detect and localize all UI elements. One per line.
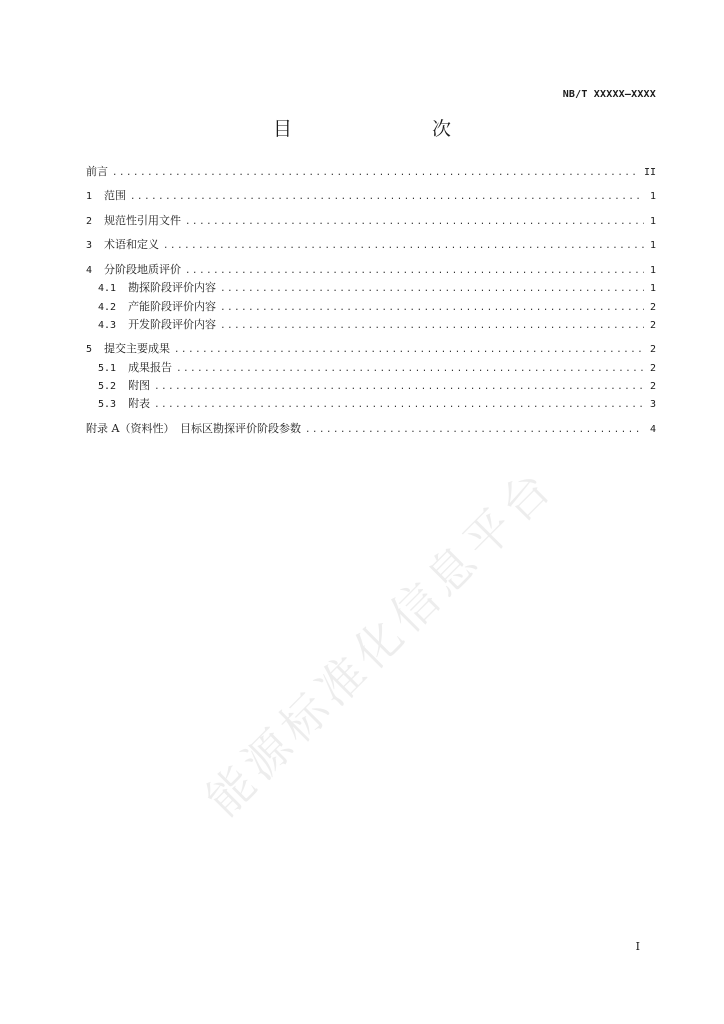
toc-leader-dots (130, 188, 644, 206)
toc-label: 范围 (104, 189, 127, 203)
toc-leader-dots (185, 262, 644, 280)
toc-leader-dots (176, 360, 644, 378)
toc-page-number: 1 (649, 215, 656, 227)
watermark: 能源标准化信息平台 (195, 457, 565, 827)
toc-entry-4-3[interactable] (86, 316, 656, 334)
toc-label: 附录 A（资料性） 目标区勘探评价阶段参数 (86, 421, 301, 435)
toc-label: 术语和定义 (104, 238, 160, 252)
toc-page-number: 1 (649, 191, 656, 203)
toc-leader-dots (220, 299, 644, 317)
toc-page-number: II (643, 167, 656, 178)
toc-entry-5-1[interactable] (86, 359, 656, 377)
toc-number: 4 (86, 264, 93, 276)
toc-leader-dots (154, 378, 644, 396)
toc-number: 4.3 (98, 319, 117, 331)
toc-leader-dots (185, 213, 644, 231)
toc-number: 1 (86, 191, 93, 203)
toc-number: 3 (86, 240, 93, 252)
toc-label: 附表 (128, 397, 151, 411)
toc-label: 前言 (86, 165, 108, 178)
toc-label: 规范性引用文件 (104, 213, 182, 227)
toc-entry-foreword[interactable] (86, 163, 656, 181)
toc-entry-1[interactable] (86, 187, 656, 205)
toc-label: 开发阶段评价内容 (128, 317, 217, 331)
toc-label: 产能阶段评价内容 (128, 299, 217, 313)
page-title: 目 次 (272, 118, 485, 140)
toc-page-number: 1 (649, 240, 656, 252)
toc-page-number: 3 (649, 399, 656, 411)
toc-entry-4[interactable] (86, 261, 656, 279)
toc-leader-dots (112, 164, 640, 182)
toc-page-number: 2 (649, 380, 656, 392)
toc-page-number: 2 (649, 344, 656, 356)
toc-entry-2[interactable] (86, 212, 656, 230)
toc-entry-4-2[interactable] (86, 298, 656, 316)
toc-leader-dots (220, 317, 644, 335)
toc-leader-dots (163, 237, 644, 255)
table-of-contents (86, 163, 656, 438)
toc-label: 分阶段地质评价 (104, 262, 182, 276)
toc-entry-appendix-a[interactable] (86, 420, 656, 438)
toc-number: 5.1 (98, 362, 117, 374)
toc-number: 2 (86, 215, 93, 227)
toc-page-number: 2 (649, 319, 656, 331)
toc-number: 5 (86, 344, 93, 356)
toc-leader-dots (220, 280, 644, 298)
toc-leader-dots (154, 396, 644, 414)
toc-leader-dots (174, 341, 644, 359)
toc-page-number: 1 (649, 283, 656, 295)
toc-number: 5.2 (98, 380, 117, 392)
toc-entry-3[interactable] (86, 236, 656, 254)
toc-page-number: 2 (649, 301, 656, 313)
standard-code: NB/T XXXXX—XXXX (562, 89, 656, 100)
toc-label: 提交主要成果 (104, 342, 171, 356)
toc-number: 4.2 (98, 301, 117, 313)
toc-label: 附图 (128, 378, 151, 392)
toc-page-number: 4 (649, 423, 656, 435)
toc-entry-5-3[interactable] (86, 395, 656, 413)
toc-label: 勘探阶段评价内容 (128, 281, 217, 295)
toc-number: 5.3 (98, 399, 117, 411)
toc-leader-dots (305, 421, 644, 439)
footer-page-number: I (635, 940, 640, 953)
toc-label: 成果报告 (128, 360, 173, 374)
toc-entry-5-2[interactable] (86, 377, 656, 395)
toc-entry-4-1[interactable] (86, 279, 656, 297)
toc-entry-5[interactable] (86, 340, 656, 358)
toc-page-number: 1 (649, 264, 656, 276)
toc-number: 4.1 (98, 283, 117, 295)
toc-page-number: 2 (649, 362, 656, 374)
